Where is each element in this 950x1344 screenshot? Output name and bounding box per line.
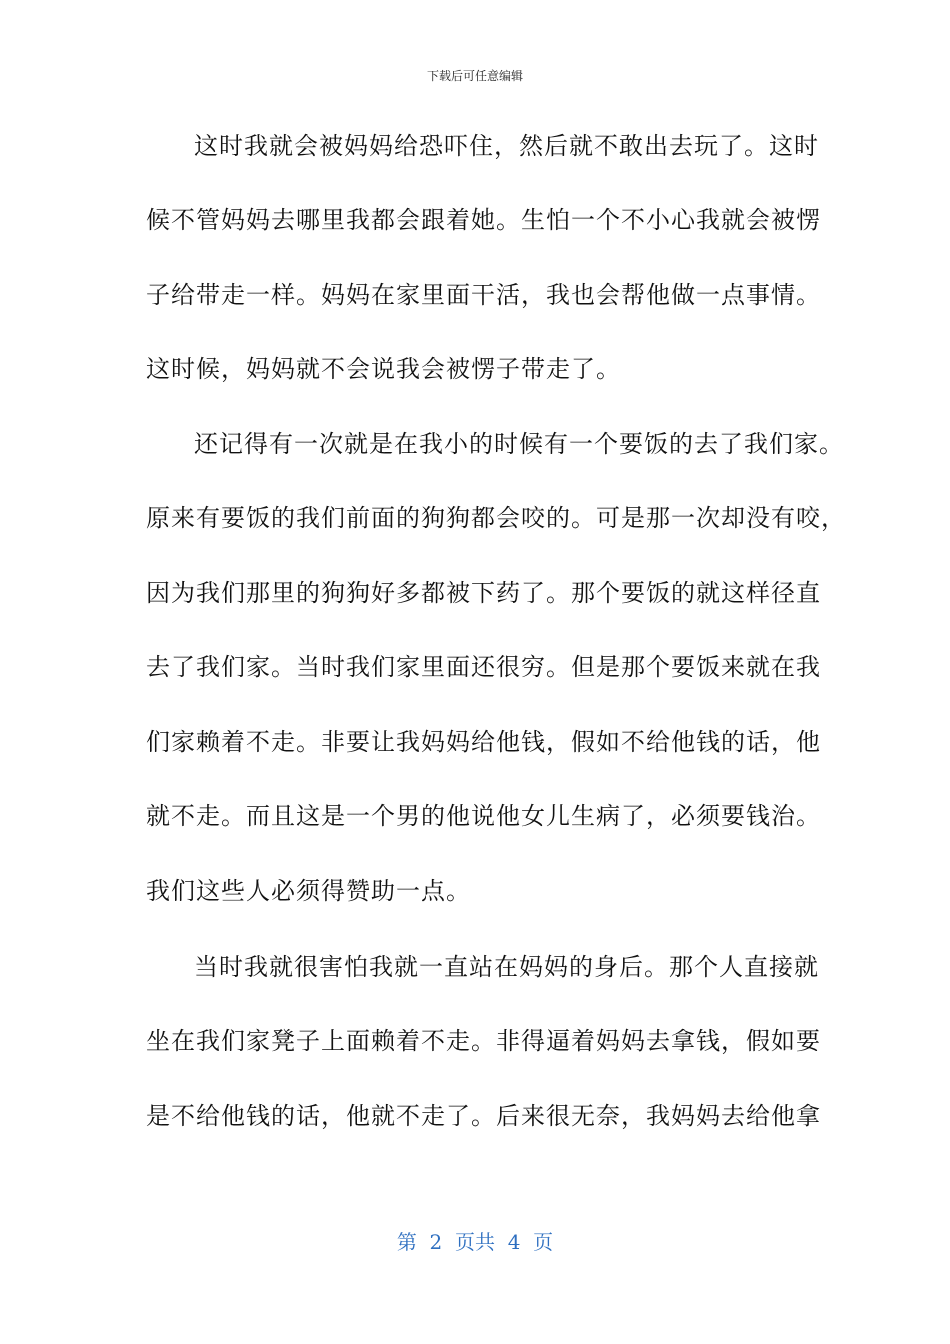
- text-line: 这时候，妈妈就不会说我会被愣子带走了。: [146, 355, 621, 383]
- text-line: 候不管妈妈去哪里我都会跟着她。生怕一个不小心我就会被愣: [146, 206, 821, 234]
- text-line: 原来有要饭的我们前面的狗狗都会咬的。可是那一次却没有咬，: [146, 504, 846, 532]
- page-footer: 第 2 页共 4 页: [396, 1230, 554, 1254]
- text-line: 我们这些人必须得赞助一点。: [146, 877, 471, 905]
- text-line: 子给带走一样。妈妈在家里面干活，我也会帮他做一点事情。: [146, 281, 821, 309]
- text-line: 这时我就会被妈妈给恐吓住，然后就不敢出去玩了。这时: [194, 132, 819, 160]
- text-line: 是不给他钱的话，他就不走了。后来很无奈，我妈妈去给他拿: [146, 1102, 821, 1130]
- text-line: 就不走。而且这是一个男的他说他女儿生病了，必须要钱治。: [146, 802, 821, 830]
- text-line: 当时我就很害怕我就一直站在妈妈的身后。那个人直接就: [194, 953, 819, 981]
- text-line: 坐在我们家凳子上面赖着不走。非得逼着妈妈去拿钱，假如要: [146, 1027, 821, 1055]
- text-line: 还记得有一次就是在我小的时候有一个要饭的去了我们家。: [194, 430, 844, 458]
- text-line: 去了我们家。当时我们家里面还很穷。但是那个要饭来就在我: [146, 653, 821, 681]
- page-header: 下载后可任意编辑: [426, 69, 523, 83]
- text-line: 们家赖着不走。非要让我妈妈给他钱，假如不给他钱的话，他: [146, 728, 821, 756]
- text-line: 因为我们那里的狗狗好多都被下药了。那个要饭的就这样径直: [146, 579, 821, 607]
